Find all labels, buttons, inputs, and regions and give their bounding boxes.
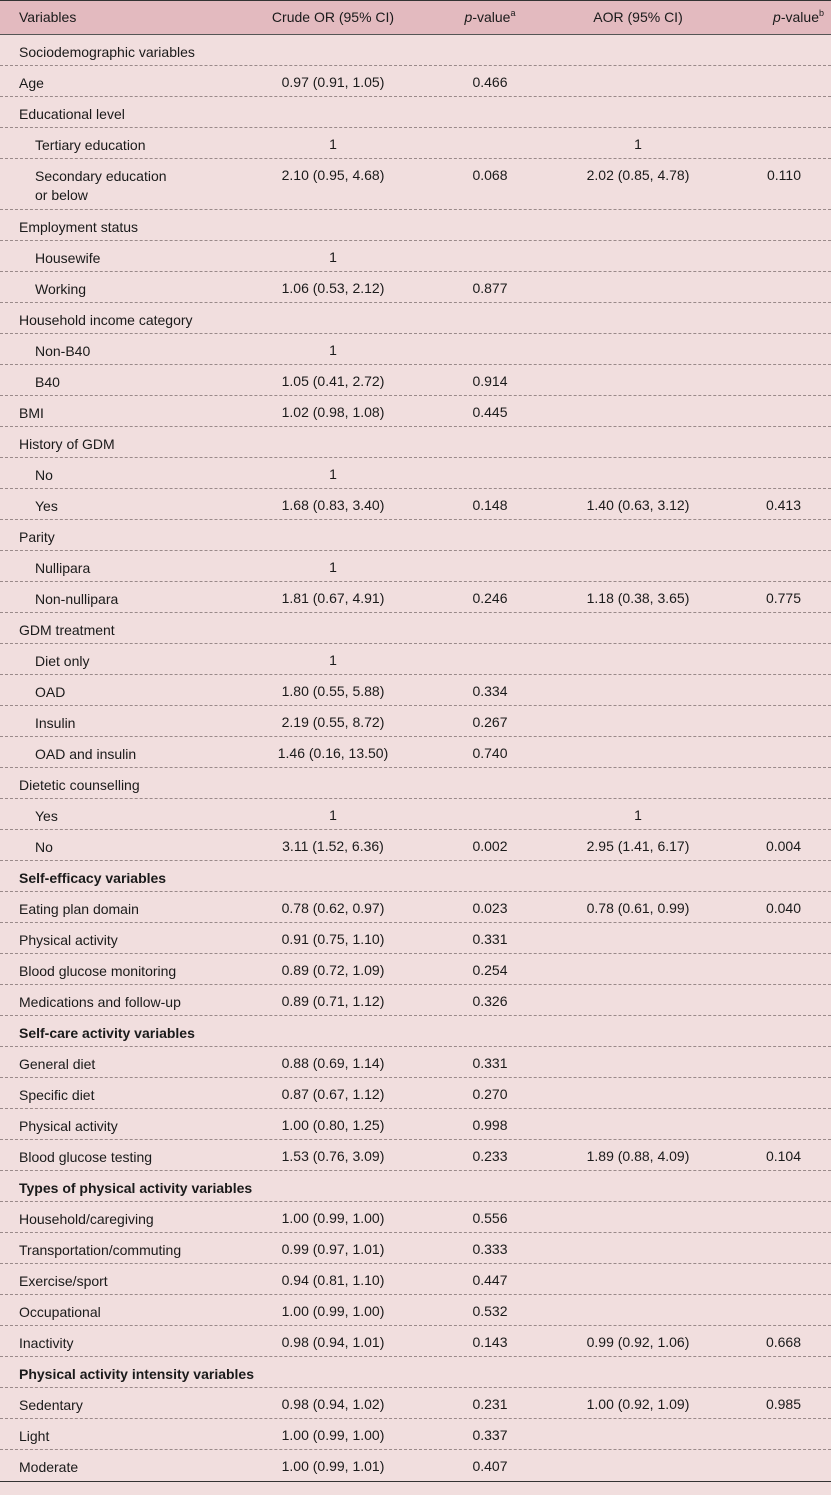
cell-crude-or: 1.06 (0.53, 2.12) — [281, 280, 385, 296]
table-row — [0, 1109, 831, 1140]
section-row — [0, 303, 831, 334]
table-row — [0, 66, 831, 97]
cell-p-value-b: 0.004 — [765, 838, 801, 854]
cell-variable: Physical activity — [19, 1118, 118, 1134]
header-p-value-b: p-value$^b$ — [773, 8, 824, 25]
section-row — [0, 35, 831, 66]
cell-p-value-a: 0.914 — [472, 373, 508, 389]
cell-variable: Working — [35, 281, 87, 297]
cell-p-value-b: 0.110 — [767, 167, 801, 183]
cell-p-value-b: 0.985 — [765, 1396, 801, 1412]
table-row — [0, 582, 831, 613]
cell-variable: History of GDM — [19, 436, 115, 452]
cell-variable: Household/caregiving — [19, 1211, 154, 1227]
section-row — [0, 613, 831, 644]
cell-p-value-a: 0.333 — [472, 1241, 508, 1257]
cell-p-value-a: 0.740 — [472, 745, 508, 761]
cell-variable: BMI — [19, 405, 44, 421]
section-row — [0, 427, 831, 458]
cell-aor: 1 — [634, 807, 642, 823]
table-body — [0, 35, 831, 1482]
cell-variable: Physical activity intensity variables — [19, 1366, 255, 1382]
cell-variable: Types of physical activity variables — [19, 1180, 253, 1196]
section-row — [0, 768, 831, 799]
table-row — [0, 1388, 831, 1419]
cell-variable: Self-efficacy variables — [19, 870, 167, 886]
cell-aor: 2.95 (1.41, 6.17) — [586, 838, 690, 854]
cell-p-value-b: 0.775 — [765, 590, 801, 606]
cell-p-value-a: 0.337 — [472, 1427, 508, 1443]
cell-variable: B40 — [35, 374, 60, 390]
cell-variable: General diet — [19, 1056, 96, 1072]
cell-crude-or: 0.97 (0.91, 1.05) — [281, 74, 385, 90]
table-row — [0, 458, 831, 489]
cell-p-value-a: 0.231 — [472, 1396, 508, 1412]
table-row — [0, 1047, 831, 1078]
cell-variable: Non-B40 — [35, 343, 91, 359]
cell-crude-or: 0.99 (0.97, 1.01) — [281, 1241, 385, 1257]
cell-variable: No — [35, 839, 53, 855]
table-row — [0, 1140, 831, 1171]
cell-variable: Sociodemographic variables — [19, 44, 195, 60]
cell-p-value-a: 0.023 — [472, 900, 508, 916]
cell-crude-or: 1 — [329, 652, 337, 668]
cell-crude-or: 1.00 (0.99, 1.01) — [281, 1458, 385, 1474]
cell-p-value-a: 0.246 — [472, 590, 508, 606]
cell-variable: Blood glucose monitoring — [19, 963, 177, 979]
cell-variable: Dietetic counselling — [19, 777, 140, 793]
table-row — [0, 985, 831, 1016]
table-row — [0, 799, 831, 830]
header-crude-or: Crude OR (95% CI) — [271, 9, 395, 25]
cell-variable: No — [35, 467, 53, 483]
cell-crude-or: 1.00 (0.99, 1.00) — [281, 1303, 385, 1319]
header-aor: AOR (95% CI) — [593, 9, 683, 25]
cell-variable: OAD — [35, 684, 66, 700]
cell-crude-or: 1 — [329, 249, 337, 265]
table-row — [0, 644, 831, 675]
cell-aor: 0.99 (0.92, 1.06) — [586, 1334, 690, 1350]
cell-variable: Housewife — [35, 250, 101, 266]
cell-variable: Blood glucose testing — [19, 1149, 153, 1165]
cell-crude-or: 0.91 (0.75, 1.10) — [281, 931, 385, 947]
cell-crude-or: 1.53 (0.76, 3.09) — [281, 1148, 385, 1164]
cell-p-value-a: 0.148 — [472, 497, 508, 513]
cell-p-value-a: 0.445 — [472, 404, 508, 420]
cell-aor: 1.00 (0.92, 1.09) — [586, 1396, 690, 1412]
cell-variable: Employment status — [19, 219, 139, 235]
cell-variable: Medications and follow-up — [19, 994, 181, 1010]
cell-crude-or: 1.05 (0.41, 2.72) — [281, 373, 385, 389]
cell-variable: OAD and insulin — [35, 746, 137, 762]
cell-crude-or: 0.98 (0.94, 1.01) — [281, 1334, 385, 1350]
cell-p-value-b: 0.668 — [765, 1334, 801, 1350]
cell-crude-or: 1.00 (0.99, 1.00) — [281, 1427, 385, 1443]
table-row — [0, 1295, 831, 1326]
cell-p-value-a: 0.331 — [472, 931, 508, 947]
cell-variable: Physical activity — [19, 932, 118, 948]
cell-crude-or: 1.00 (0.99, 1.00) — [281, 1210, 385, 1226]
cell-variable: Non-nullipara — [35, 591, 119, 607]
cell-p-value-a: 0.407 — [472, 1458, 508, 1474]
table-row — [0, 551, 831, 582]
cell-p-value-a: 0.466 — [472, 74, 508, 90]
cell-variable: Household income category — [19, 312, 193, 328]
header-variables: Variables — [19, 9, 77, 25]
table-row — [0, 272, 831, 303]
table-row — [0, 954, 831, 985]
cell-aor: 0.78 (0.61, 0.99) — [586, 900, 690, 916]
cell-p-value-a: 0.532 — [472, 1303, 508, 1319]
cell-variable: Diet only — [35, 653, 90, 669]
cell-p-value-a: 0.002 — [472, 838, 508, 854]
cell-p-value-b: 0.040 — [765, 900, 801, 916]
table-row — [0, 1233, 831, 1264]
section-row — [0, 1171, 831, 1202]
cell-crude-or: 0.98 (0.94, 1.02) — [281, 1396, 385, 1412]
table-row — [0, 675, 831, 706]
cell-variable: Yes — [35, 808, 58, 824]
cell-variable: Exercise/sport — [19, 1273, 108, 1289]
table-row — [0, 241, 831, 272]
table-row — [0, 1326, 831, 1357]
cell-crude-or: 1 — [329, 342, 337, 358]
table-row — [0, 706, 831, 737]
cell-variable: Eating plan domain — [19, 901, 139, 917]
table-row — [0, 892, 831, 923]
header-p-value-a: p-value$^a$ — [464, 8, 516, 25]
cell-variable: GDM treatment — [19, 622, 115, 638]
cell-variable: Specific diet — [19, 1087, 95, 1103]
cell-p-value-a: 0.143 — [472, 1334, 508, 1350]
cell-variable: Secondary education or below — [35, 168, 167, 203]
table-row — [0, 1202, 831, 1233]
section-row — [0, 1016, 831, 1047]
cell-crude-or: 0.94 (0.81, 1.10) — [281, 1272, 385, 1288]
cell-crude-or: 1.00 (0.80, 1.25) — [281, 1117, 385, 1133]
cell-crude-or: 1 — [329, 559, 337, 575]
table-row — [0, 1078, 831, 1109]
cell-variable: Sedentary — [19, 1397, 83, 1413]
cell-variable: Yes — [35, 498, 58, 514]
cell-variable: Occupational — [19, 1304, 101, 1320]
table-row — [0, 489, 831, 520]
cell-p-value-a: 0.068 — [472, 167, 508, 183]
cell-variable: Nullipara — [35, 560, 91, 576]
cell-p-value-a: 0.447 — [472, 1272, 508, 1288]
cell-p-value-a: 0.267 — [472, 714, 508, 730]
table-row — [0, 1450, 831, 1482]
table-row — [0, 128, 831, 159]
table-row — [0, 1264, 831, 1295]
cell-aor: 1.40 (0.63, 3.12) — [586, 497, 690, 513]
cell-p-value-a: 0.331 — [472, 1055, 508, 1071]
cell-variable: Self-care activity variables — [19, 1025, 195, 1041]
cell-aor: 2.02 (0.85, 4.78) — [586, 167, 690, 183]
cell-variable: Moderate — [19, 1459, 79, 1475]
cell-crude-or: 0.87 (0.67, 1.12) — [281, 1086, 385, 1102]
cell-p-value-a: 0.254 — [472, 962, 508, 978]
cell-aor: 1 — [634, 136, 642, 152]
section-row — [0, 97, 831, 128]
cell-variable: Insulin — [35, 715, 76, 731]
table-header — [0, 1, 831, 35]
cell-p-value-a: 0.334 — [472, 683, 508, 699]
cell-p-value-a: 0.877 — [472, 280, 508, 296]
section-row — [0, 210, 831, 241]
cell-p-value-a: 0.326 — [472, 993, 508, 1009]
cell-p-value-a: 0.998 — [472, 1117, 508, 1133]
cell-crude-or: 0.89 (0.71, 1.12) — [281, 993, 385, 1009]
cell-crude-or: 1.68 (0.83, 3.40) — [281, 497, 385, 513]
cell-variable: Transportation/commuting — [19, 1242, 182, 1258]
cell-crude-or: 0.88 (0.69, 1.14) — [281, 1055, 385, 1071]
section-row — [0, 1357, 831, 1388]
cell-crude-or: 1 — [329, 466, 337, 482]
cell-crude-or: 1.80 (0.55, 5.88) — [281, 683, 385, 699]
cell-aor: 1.18 (0.38, 3.65) — [586, 590, 690, 606]
table-row — [0, 396, 831, 427]
table-row — [0, 737, 831, 768]
table-row — [0, 334, 831, 365]
cell-variable: Inactivity — [19, 1335, 74, 1351]
cell-p-value-a: 0.233 — [472, 1148, 508, 1164]
cell-crude-or: 2.10 (0.95, 4.68) — [281, 167, 385, 183]
section-row — [0, 520, 831, 551]
cell-p-value-b: 0.413 — [765, 497, 801, 513]
cell-crude-or: 1.02 (0.98, 1.08) — [281, 404, 385, 420]
table-row — [0, 830, 831, 861]
cell-crude-or: 3.11 (1.52, 6.36) — [282, 838, 384, 854]
cell-crude-or: 0.78 (0.62, 0.97) — [281, 900, 385, 916]
cell-variable: Tertiary education — [35, 137, 146, 153]
cell-p-value-b: 0.104 — [765, 1148, 801, 1164]
table-row — [0, 923, 831, 954]
cell-crude-or: 1.81 (0.67, 4.91) — [281, 590, 385, 606]
table-row — [0, 1419, 831, 1450]
cell-p-value-a: 0.556 — [472, 1210, 508, 1226]
cell-variable: Light — [19, 1428, 50, 1444]
cell-crude-or: 0.89 (0.72, 1.09) — [281, 962, 385, 978]
cell-p-value-a: 0.270 — [472, 1086, 508, 1102]
cell-aor: 1.89 (0.88, 4.09) — [586, 1148, 690, 1164]
cell-crude-or: 1 — [329, 136, 337, 152]
cell-variable: Age — [19, 75, 44, 91]
cell-crude-or: 2.19 (0.55, 8.72) — [281, 714, 385, 730]
section-row — [0, 861, 831, 892]
cell-crude-or: 1.46 (0.16, 13.50) — [277, 745, 389, 761]
cell-crude-or: 1 — [329, 807, 337, 823]
table-row — [0, 365, 831, 396]
table-row — [0, 159, 831, 210]
cell-variable: Educational level — [19, 106, 125, 122]
cell-variable: Parity — [19, 529, 55, 545]
